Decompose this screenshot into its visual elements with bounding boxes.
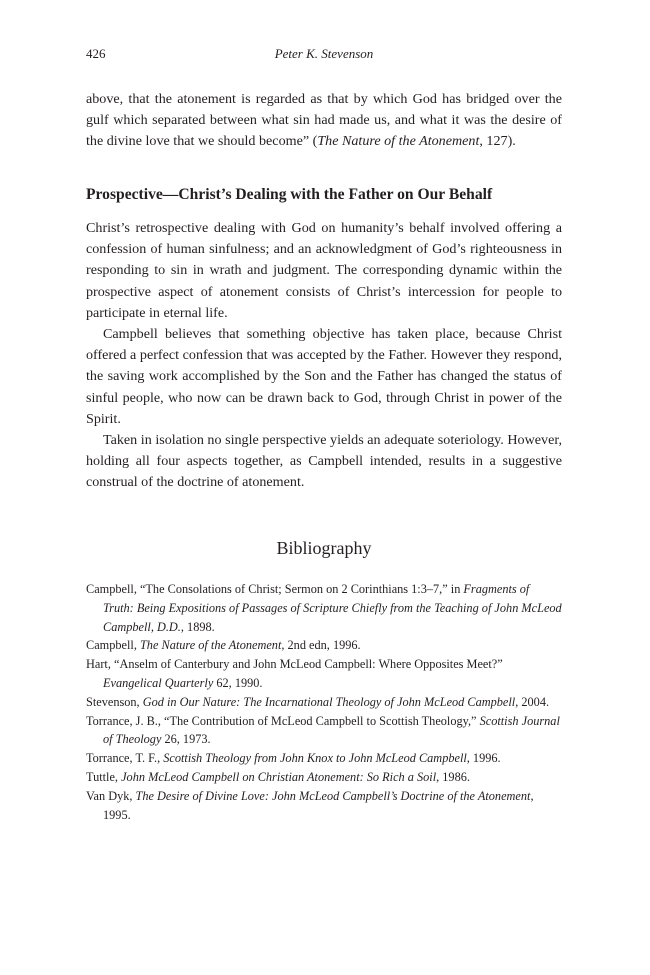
section-body bbox=[86, 218, 562, 494]
opening-text: above, that the atonement is regarded as that by which God has bridged over the gulf which separated between what sin had made us, and what it was the desire of the divine love that we should become” ( bbox=[86, 91, 562, 150]
bibliography-entry bbox=[86, 749, 562, 768]
entry-details: , 1995. bbox=[103, 788, 534, 822]
entry-author: Tuttle, bbox=[86, 769, 122, 784]
entry-title: John McLeod Campbell on Christian Atonement: So Rich a Soil bbox=[121, 769, 437, 784]
entry-author: Torrance, T. F., bbox=[86, 751, 164, 766]
page-number: 426 bbox=[86, 46, 106, 61]
bibliography-entry bbox=[86, 712, 562, 750]
entry-details: , 1898. bbox=[180, 619, 215, 634]
entry-details: , 2nd edn, 1996. bbox=[281, 638, 361, 653]
opening-citation-title: The Nature of the Atonement bbox=[317, 133, 480, 150]
entry-details: , 2004. bbox=[515, 694, 550, 709]
entry-author: Campbell, bbox=[86, 638, 140, 653]
bibliography-entry bbox=[86, 636, 562, 655]
running-head-author: Peter K. Stevenson bbox=[274, 46, 374, 61]
opening-citation-tail: , 127). bbox=[479, 133, 516, 150]
bibliography-entry bbox=[86, 580, 562, 636]
opening-paragraph bbox=[86, 89, 562, 153]
entry-author: Stevenson, bbox=[86, 694, 143, 709]
entry-author: Torrance, J. B., “The Contribution of McLeod Campbell to Scottish Theology,” bbox=[86, 713, 480, 728]
opening-paragraph-block bbox=[86, 89, 562, 153]
entry-author: Hart, “Anselm of Canterbury and John McLeod Campbell: Where Opposites Meet?” bbox=[86, 657, 503, 672]
entry-details: , 1996. bbox=[466, 751, 501, 766]
entry-title: Scottish Journal of Theology bbox=[103, 713, 560, 747]
entry-author: Van Dyk, bbox=[86, 788, 136, 803]
entry-title: Evangelical Quarterly bbox=[103, 675, 214, 690]
bibliography-entry bbox=[86, 693, 562, 712]
bibliography-entry bbox=[86, 655, 562, 693]
bibliography-entry bbox=[86, 787, 562, 825]
entry-details: , 1986. bbox=[436, 769, 470, 784]
section-paragraph: Christ’s retrospective dealing with God on humanity’s behalf involved offering a confession of human sinfulness; and an acknowledgment of God’s righteousness in responding to sin in wrath and judgment. The corresponding dynamic within the prospective aspect of atonement consists of Christ’s intercession for people to participate in eternal life. bbox=[86, 220, 562, 321]
entry-title: Scottish Theology from John Knox to John McLeod Campbell bbox=[163, 751, 467, 766]
bibliography-entry bbox=[86, 768, 562, 787]
entry-title: Fragments of Truth: Being Expositions of Passages of Scripture Chiefly from the Teaching of John McLeod Campbell, D.D. bbox=[103, 582, 562, 634]
bibliography-list bbox=[86, 580, 562, 824]
entry-title: The Desire of Divine Love: John McLeod Campbell’s Doctrine of the Atonement bbox=[135, 788, 531, 803]
section-heading: Prospective—Christ’s Dealing with the Father on Our Behalf bbox=[86, 186, 493, 203]
section-paragraph: Campbell believes that something objective has taken place, because Christ offered a perfect confession that was accepted by the Father. However they respond, the saving work accomplished by the Son and the Father has changed the status of sinful people, who now can be drawn back to God, through Christ in power of the Spirit. bbox=[86, 326, 562, 427]
section-paragraph: Taken in isolation no single perspective yields an adequate soteriology. However, holding all four aspects together, as Campbell intended, results in a suggestive construal of the doctrine of atonement. bbox=[86, 432, 562, 491]
bibliography-heading: Bibliography bbox=[276, 538, 372, 558]
entry-title: The Nature of the Atonement bbox=[139, 638, 282, 653]
entry-details: 62, 1990. bbox=[213, 675, 263, 690]
entry-details: 26, 1973. bbox=[161, 732, 211, 747]
entry-author: Campbell, “The Consolations of Christ; Sermon on 2 Corinthians 1:3–7,” in bbox=[86, 582, 464, 596]
entry-title: God in Our Nature: The Incarnational Theology of John McLeod Campbell bbox=[142, 694, 516, 709]
